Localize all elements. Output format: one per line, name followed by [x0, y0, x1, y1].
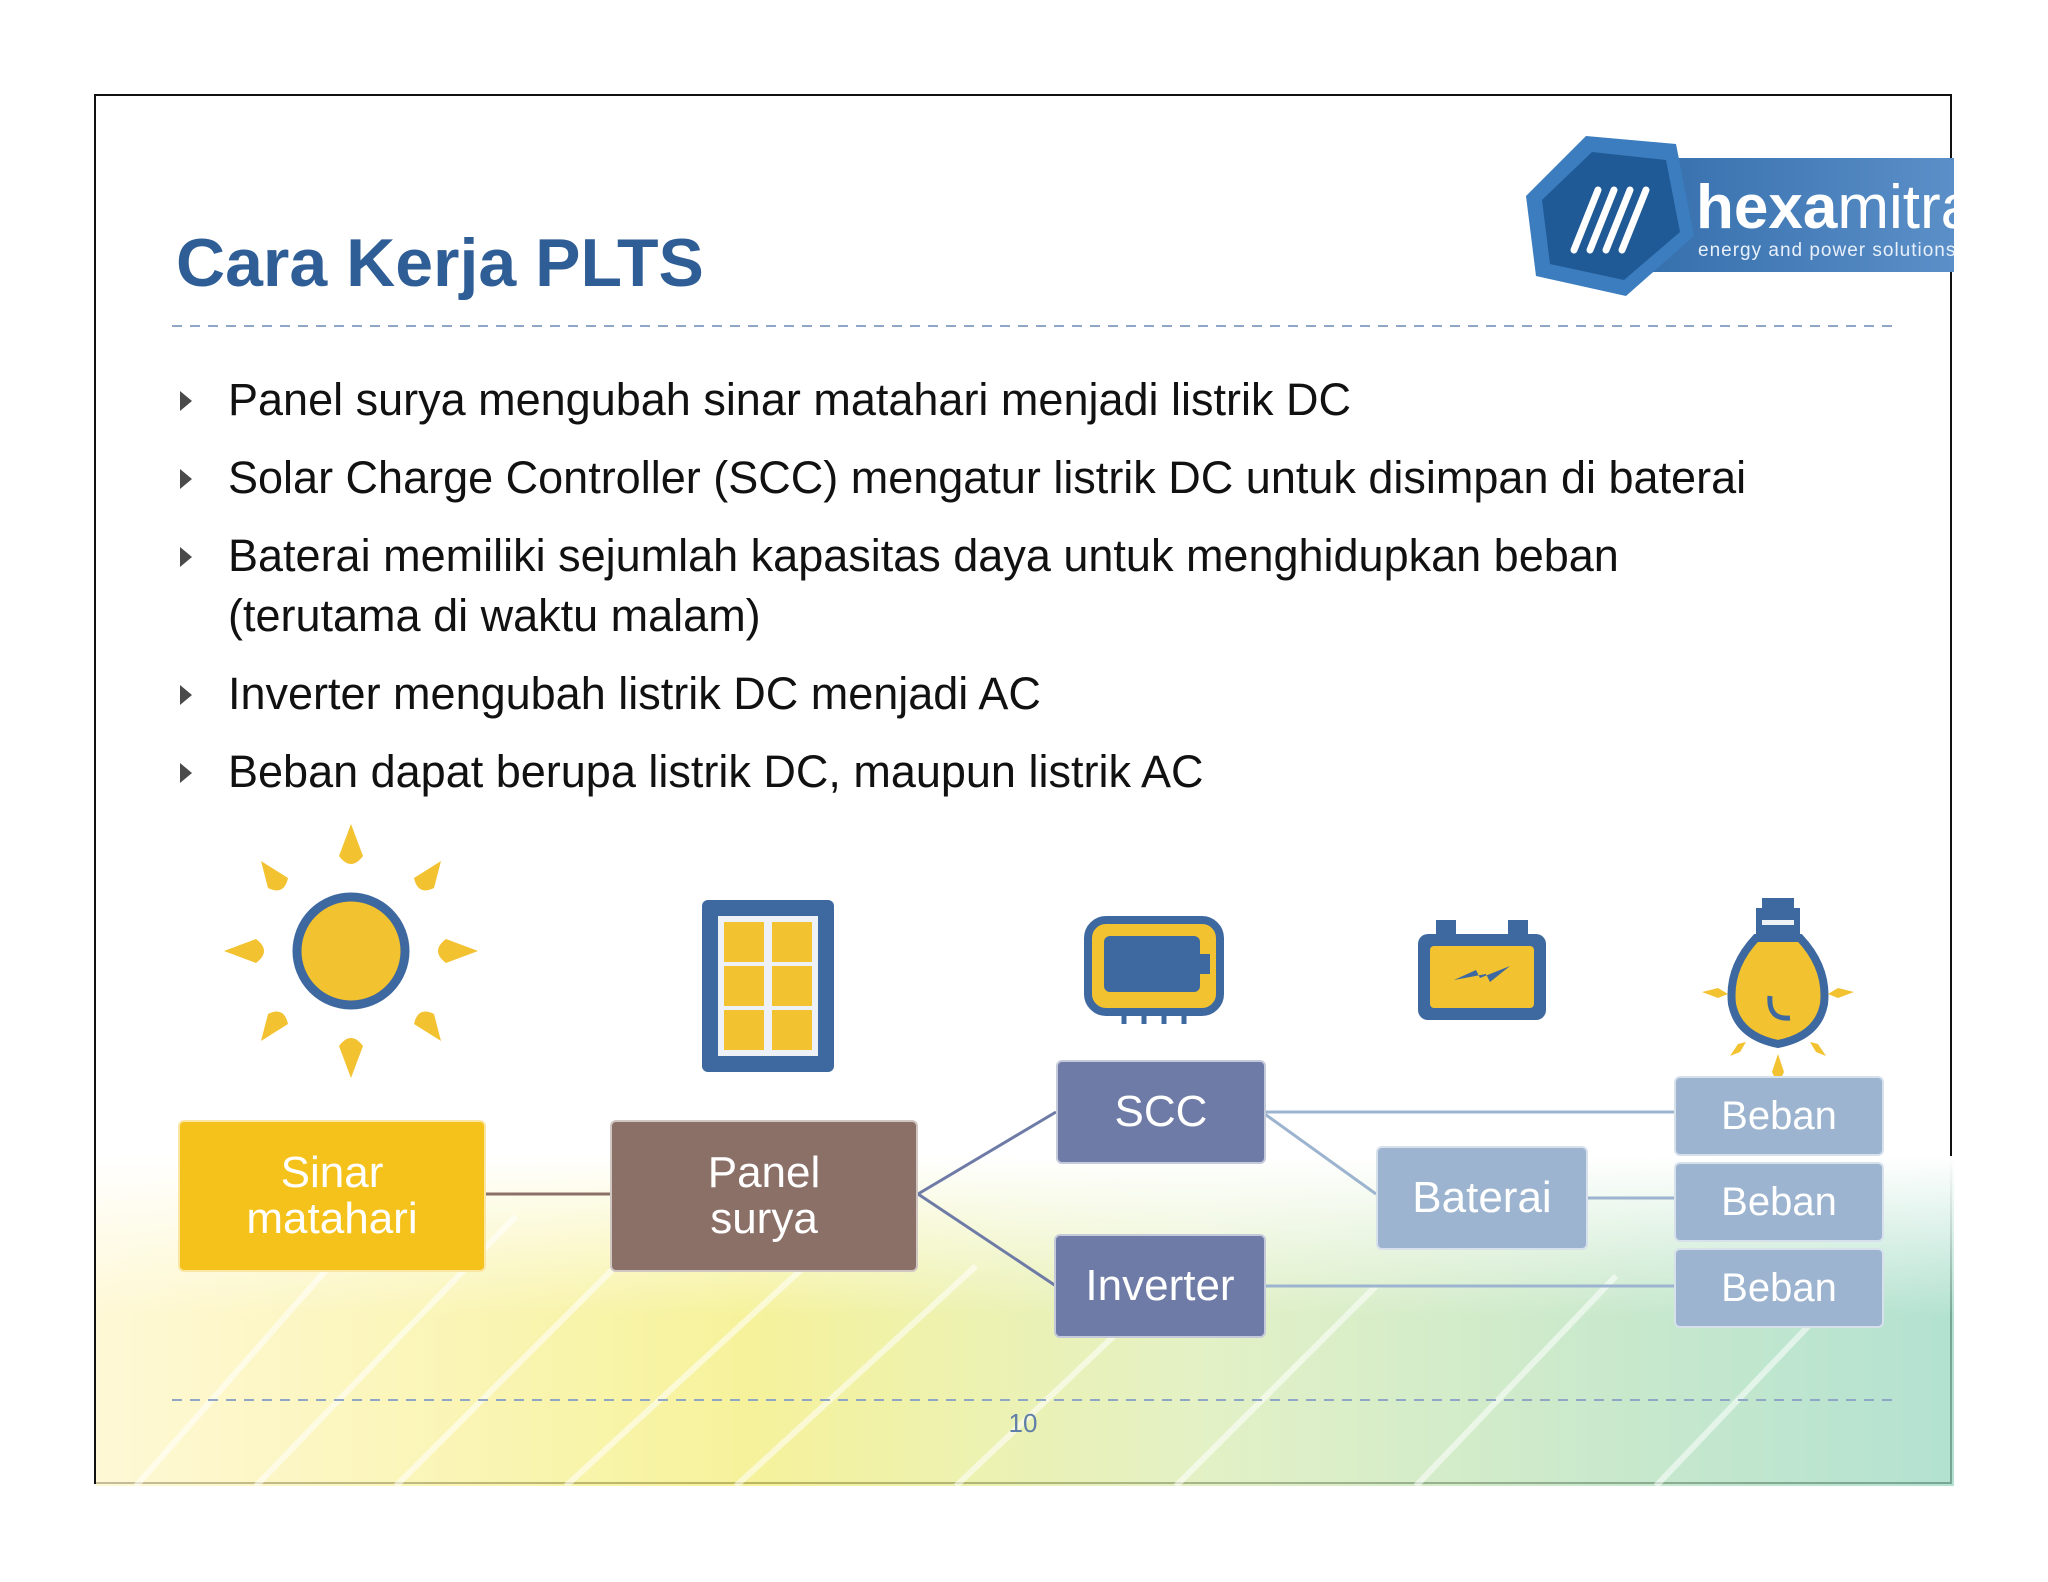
battery-box-label: Baterai [1412, 1173, 1552, 1222]
load-box-1 [1674, 1076, 1884, 1156]
page-number: 10 [1008, 1408, 1038, 1438]
load-box-3 [1674, 1248, 1884, 1328]
panel-box-label: Panel surya [707, 1148, 821, 1243]
panel-box [610, 1120, 918, 1272]
scc-box [1056, 1060, 1266, 1164]
inverter-box-label: Inverter [1085, 1261, 1235, 1310]
scc-box-label: SCC [1114, 1087, 1208, 1136]
bullet-text: Beban dapat berupa listrik DC, maupun listrik AC [228, 746, 1204, 797]
sun-box [178, 1120, 486, 1272]
bullet-text: Solar Charge Controller (SCC) mengatur listrik DC untuk disimpan di baterai [228, 452, 1747, 503]
inverter-box [1054, 1234, 1266, 1338]
bullet-text: Inverter mengubah listrik DC menjadi AC [228, 668, 1041, 719]
bullet-text: Baterai memiliki sejumlah kapasitas daya untuk menghidupkan beban (terutama di waktu malam) [228, 530, 1619, 641]
load-box-label: Beban [1721, 1094, 1837, 1138]
battery-box [1376, 1146, 1588, 1250]
bullet-text: Panel surya mengubah sinar matahari menjadi listrik DC [228, 374, 1352, 425]
load-box-2 [1674, 1162, 1884, 1242]
load-box-label: Beban [1721, 1266, 1837, 1310]
sun-box-label: Sinar matahari [246, 1148, 418, 1243]
load-box-label: Beban [1721, 1180, 1837, 1224]
logo-wordmark: hexamitra [1696, 173, 1976, 242]
slide-title: Cara Kerja PLTS [176, 225, 704, 301]
logo-tagline: energy and power solutions [1698, 240, 1957, 261]
slide [94, 94, 1976, 1484]
